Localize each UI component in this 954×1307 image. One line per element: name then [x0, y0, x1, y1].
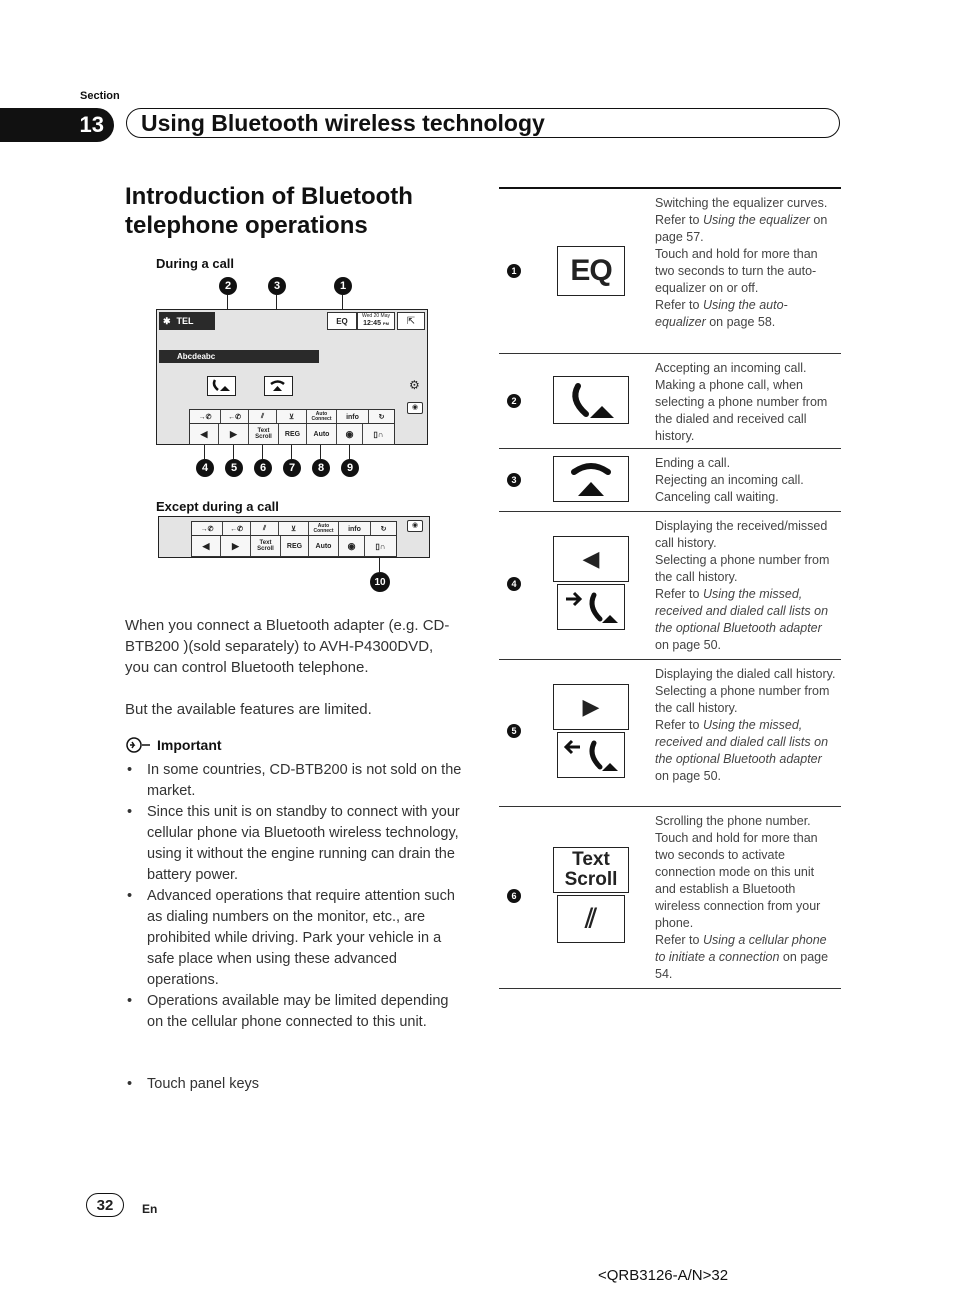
list-item: • In some countries, CD-BTB200 is not sold on the market. [125, 760, 465, 802]
list-item: • Touch panel keys [125, 1074, 465, 1095]
callout-9: 9 [341, 459, 359, 477]
callout-6: 6 [254, 459, 272, 477]
page-number: 32 [86, 1193, 124, 1217]
camera-icon-idle[interactable]: ◉ [407, 520, 423, 532]
refresh-icon[interactable]: ↻ [370, 522, 396, 536]
caller-name: Abcdeabc [177, 352, 216, 361]
key-row-lower [189, 423, 395, 445]
auto-key[interactable]: Auto [306, 424, 336, 444]
row-number: 3 [507, 473, 521, 487]
tel-bar [159, 312, 215, 330]
touch-panel-list [125, 1074, 465, 1095]
text-scroll-key[interactable]: Text Scroll [248, 424, 278, 444]
right-arrow-icon: ▶ [553, 684, 629, 730]
clock-display [357, 312, 395, 330]
bluetooth-icon: ✱ [163, 315, 171, 326]
info-key[interactable]: info [336, 410, 368, 424]
section-label: Section [80, 90, 120, 102]
end-call-button[interactable] [264, 376, 293, 396]
function-table [499, 187, 841, 989]
text-scroll-icon: Text Scroll [553, 847, 629, 893]
bluetooth-connect-icon: ⫽ [557, 895, 625, 943]
list-item: • Since this unit is on standby to connect with your cellular phone via Bluetooth wireless technology, using it without the engine running can drain the battery power. [125, 802, 465, 886]
intro-title: Introduction of Bluetooth telephone operations [125, 183, 413, 239]
connect-key[interactable]: ⫽ [250, 522, 278, 536]
handsfree-icon[interactable]: ▯∩ [362, 424, 394, 444]
row-description: Switching the equalizer curves. Refer to Using the equalizer on page 57. Touch and hold for more than two seconds to turn the auto-equalizer on or off. Refer to Using the auto-equalizer on page 58. [655, 196, 828, 329]
dialed-call-icon [557, 732, 625, 778]
left-arrow-icon: ◀ [553, 536, 629, 582]
row-number: 4 [507, 577, 521, 591]
important-list [125, 760, 465, 1033]
volume-icon[interactable]: ◉ [338, 536, 364, 556]
refresh-icon[interactable]: ↻ [368, 410, 394, 424]
right-arrow-key[interactable]: ▶ [220, 536, 250, 556]
time-label: 12:45 [363, 320, 381, 327]
caller-name-bar [159, 350, 319, 363]
text-scroll-key[interactable]: Text Scroll [250, 536, 280, 556]
callout-5: 5 [225, 459, 243, 477]
table-row [499, 807, 841, 989]
callout-7: 7 [283, 459, 301, 477]
row-number: 2 [507, 394, 521, 408]
handsfree-icon[interactable]: ▯∩ [364, 536, 396, 556]
section-number: 13 [0, 108, 114, 142]
intro-paragraph: When you connect a Bluetooth adapter (e.g. CD-BTB200 )(sold separately) to AVH-P4300DVD, you can control Bluetooth telephone. [125, 617, 450, 676]
received-history-key[interactable]: →✆ [190, 410, 220, 424]
language-code: En [142, 1202, 158, 1216]
row-description: Displaying the received/missed call history. Selecting a phone number from the call history. Refer to Using the missed, received and dialed call lists on the optional Bluetooth adapter on page 50. [655, 519, 830, 652]
auto-connect-key[interactable]: Auto Connect [308, 522, 338, 536]
callout-10: 10 [370, 572, 390, 592]
dialed-history-key[interactable]: ←✆ [222, 522, 250, 536]
accept-call-button[interactable] [207, 376, 236, 396]
table-row [499, 354, 841, 449]
section-title: Using Bluetooth wireless technology [126, 108, 840, 138]
auto-connect-key[interactable]: Auto Connect [306, 410, 336, 424]
auto-key[interactable]: Auto [308, 536, 338, 556]
left-arrow-key[interactable]: ◀ [190, 424, 218, 444]
table-row [499, 449, 841, 512]
reg-key[interactable]: REG [280, 536, 308, 556]
limited-features-paragraph: But the available features are limited. [125, 701, 372, 718]
row-description: Accepting an incoming call. Making a phone call, when selecting a phone number from the dialed and received call history. [655, 361, 828, 443]
row-description: Ending a call. Rejecting an incoming call. Canceling call waiting. [655, 456, 804, 504]
callout-8: 8 [312, 459, 330, 477]
callout-3: 3 [268, 277, 286, 295]
phone-end-icon [265, 377, 290, 393]
row-number: 5 [507, 724, 521, 738]
table-row [499, 512, 841, 660]
document-reference: <QRB3126-A/N>32 [598, 1267, 729, 1284]
important-heading [125, 737, 222, 753]
list-item: • Advanced operations that require attention such as dialing numbers on the monitor, etc., are prohibited while driving. Park your vehicle in a safe place when using these advanced operations. [125, 886, 465, 991]
eq-icon: EQ [557, 246, 625, 296]
important-label: Important [157, 737, 222, 753]
connect-key[interactable]: ⫽ [248, 410, 276, 424]
dialed-history-key[interactable]: ←✆ [220, 410, 248, 424]
reg-key[interactable]: REG [278, 424, 306, 444]
phone-end-icon [553, 456, 629, 502]
row-description: Displaying the dialed call history. Selecting a phone number from the call history. Refer to Using the missed, received and dialed call lists on the optional Bluetooth adapter on page 50. [655, 667, 836, 783]
received-call-icon [557, 584, 625, 630]
during-call-label: During a call [156, 256, 235, 271]
list-item: • Operations available may be limited depending on the cellular phone connected to this unit. [125, 991, 465, 1033]
callout-4: 4 [196, 459, 214, 477]
row-number: 1 [507, 264, 521, 278]
call-screen [156, 309, 428, 445]
pm-label: PM [382, 321, 389, 326]
important-icon [125, 737, 151, 753]
callout-1: 1 [334, 277, 352, 295]
received-history-key[interactable]: →✆ [192, 522, 222, 536]
row-description: Scrolling the phone number. Touch and hold for more than two seconds to activate connection mode on this unit and establish a Bluetooth wireless connection from your phone. Refer to Using a cellular phone to initiate a connection on page 54. [655, 814, 829, 981]
table-row [499, 189, 841, 354]
right-arrow-key[interactable]: ▶ [218, 424, 248, 444]
date-label: Wed 20 May [362, 313, 390, 319]
tel-label: TEL [176, 316, 194, 326]
except-call-label: Except during a call [156, 499, 279, 514]
idle-key-row-lower [191, 535, 397, 557]
volume-icon[interactable]: ◉ [336, 424, 362, 444]
eq-key[interactable]: EQ [327, 312, 357, 330]
expand-icon[interactable]: ⇱ [397, 312, 425, 330]
phone-accept-icon [553, 376, 629, 424]
idle-screen [158, 516, 430, 558]
row-number: 6 [507, 889, 521, 903]
camera-icon[interactable]: ◉ [407, 402, 423, 414]
table-row [499, 660, 841, 807]
antenna-key[interactable]: ⊻ [276, 410, 306, 424]
info-key[interactable]: info [338, 522, 370, 536]
left-arrow-key[interactable]: ◀ [192, 536, 220, 556]
phone-accept-icon [208, 377, 233, 393]
antenna-key[interactable]: ⊻ [278, 522, 308, 536]
adjust-icon[interactable]: ⚙ [409, 378, 420, 392]
callout-2: 2 [219, 277, 237, 295]
